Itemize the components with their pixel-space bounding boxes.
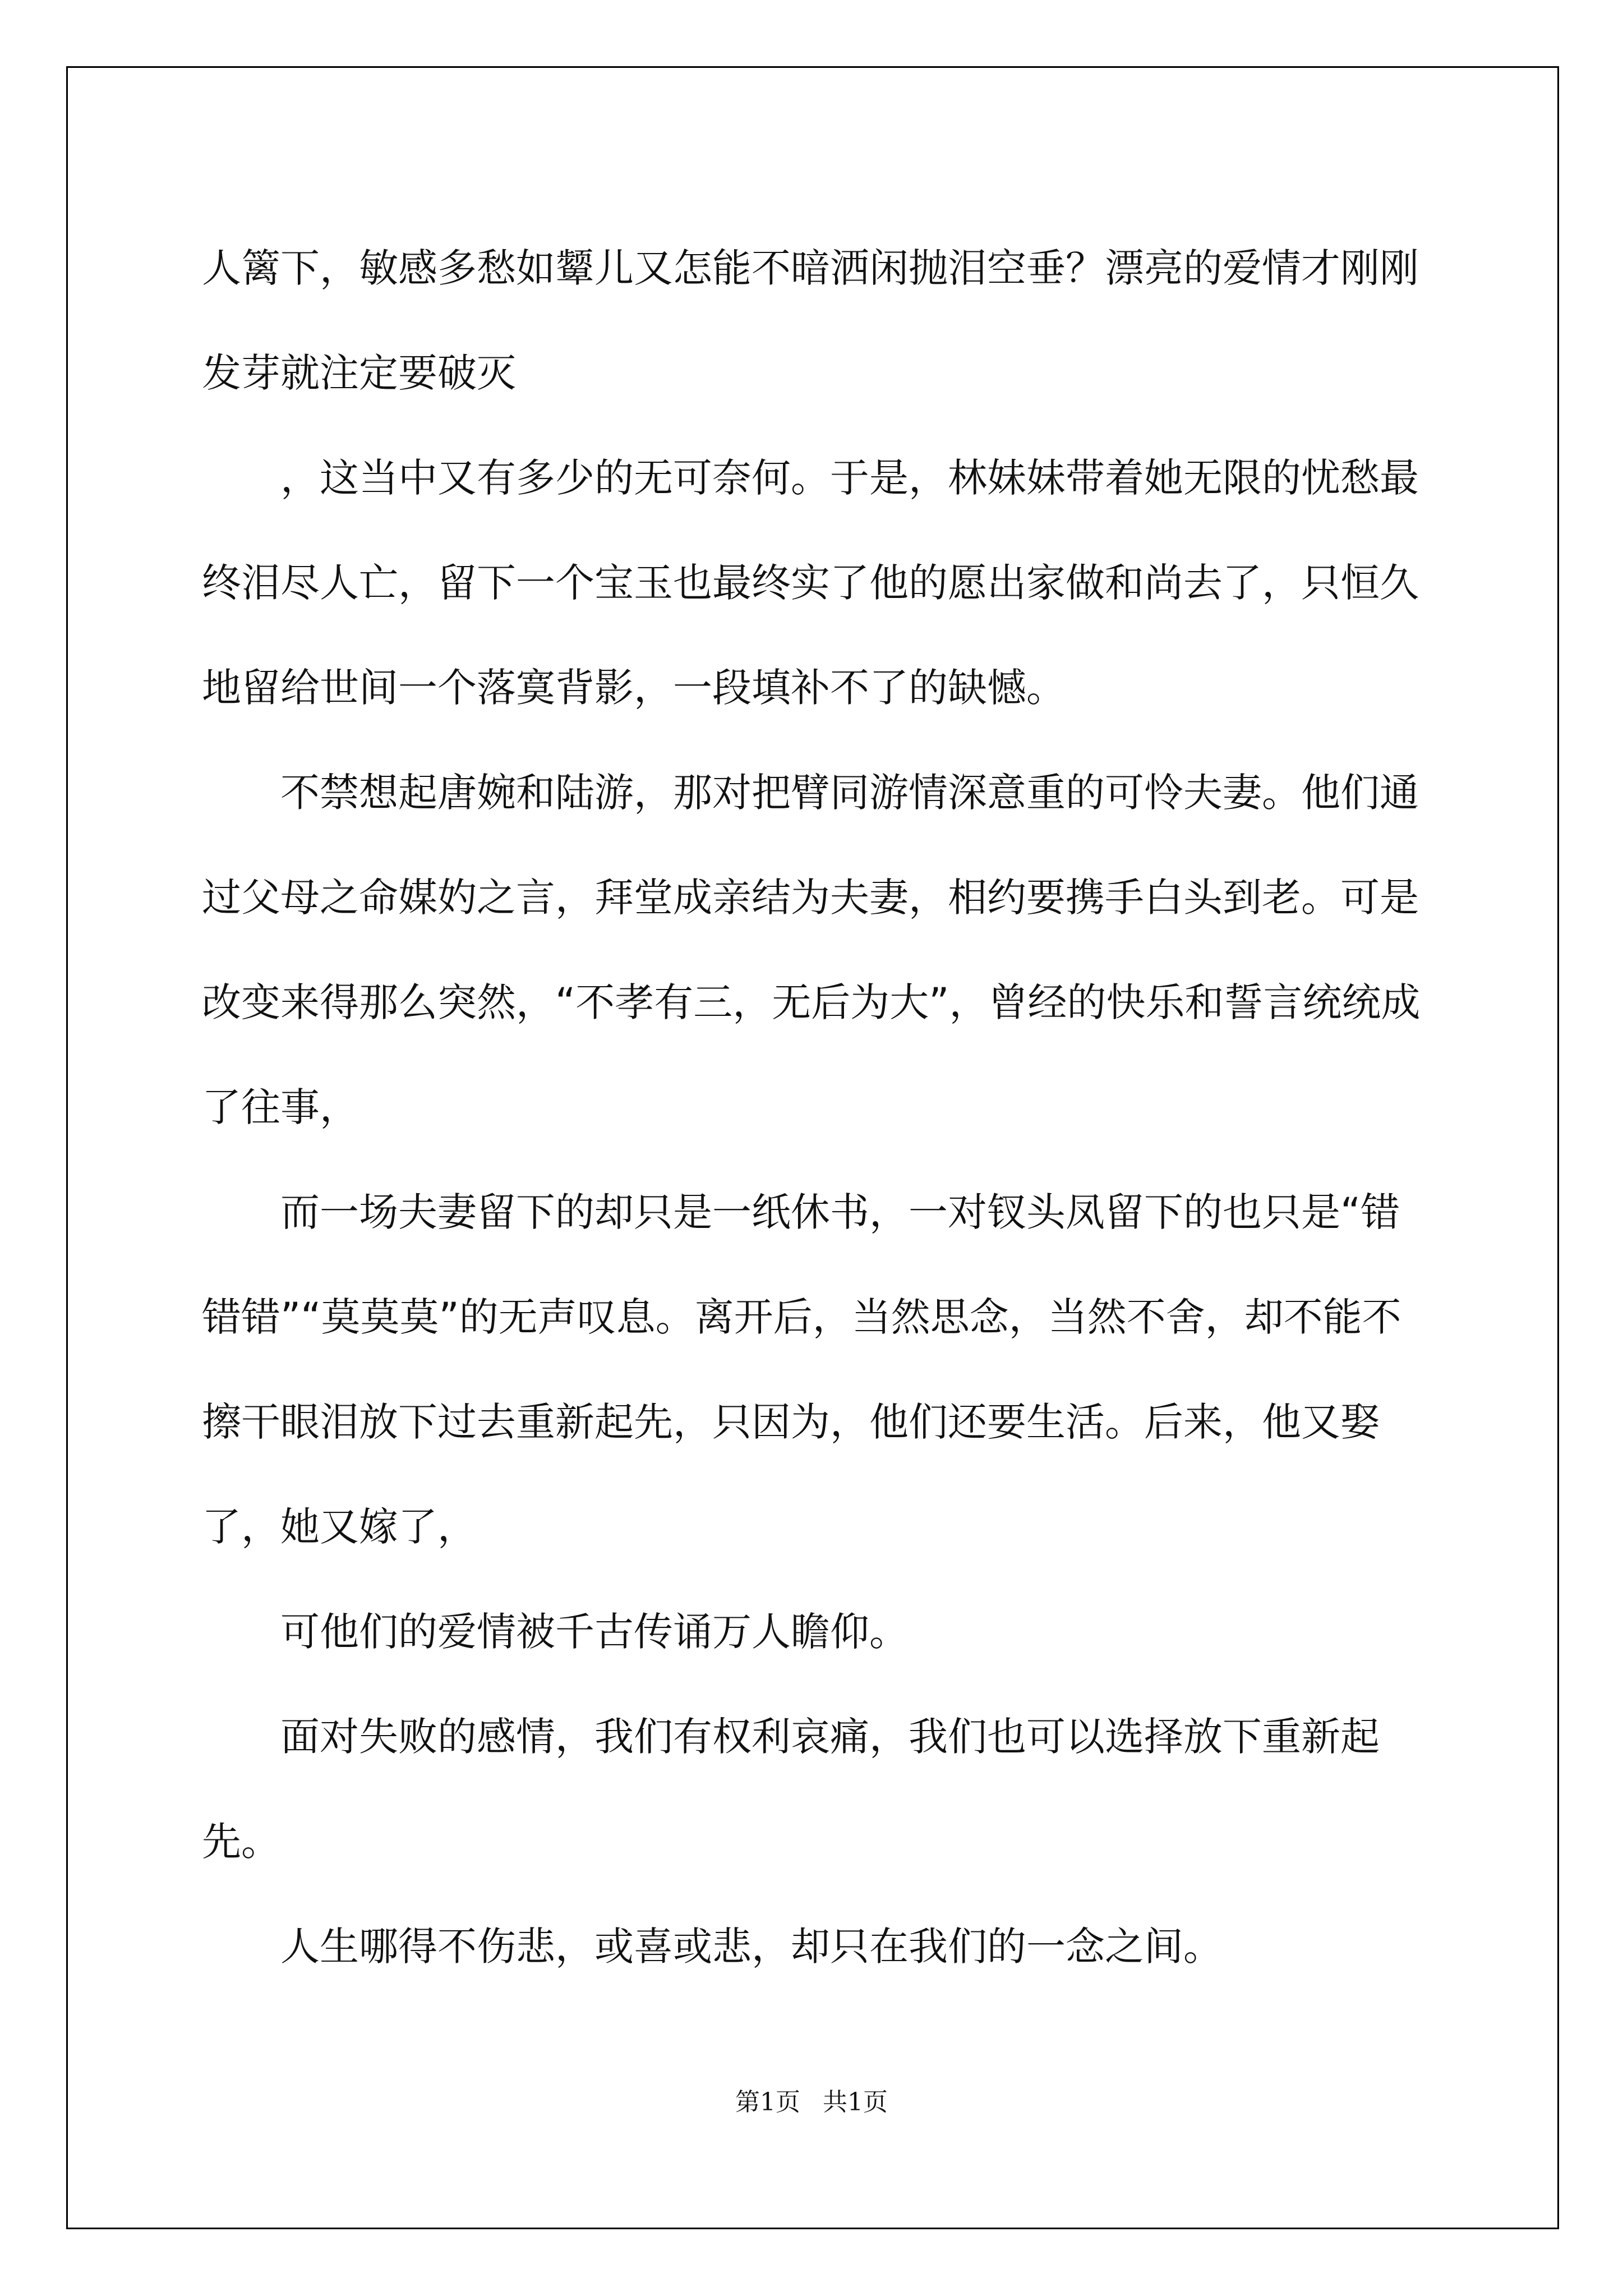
paragraph-2: ，这当中又有多少的无可奈何。于是，林妹妹带着她无限的忧愁最终泪尽人亡，留下一个宝玉也最终实了他的愿出家做和尚去了，只恒久地留给世间一个落寞背影，一段填补不了的缺憾。 [202,455,1419,711]
document-body [202,216,1436,1999]
paragraph-6: 面对失败的感情，我们有权利哀痛，我们也可以选择放下重新起先。 [202,1714,1380,1865]
page-total: 共1页 [823,2088,888,2116]
page-number: 第1页 [735,2088,800,2116]
paragraph-3: 不禁想起唐婉和陆游，那对把臂同游情深意重的可怜夫妻。他们通过父母之命媒妁之言，拜堂成亲结为夫妻，相约要携手白头到老。可是改变来得那么突然，“不孝有三，无后为大”，曾经的快乐和誓言统统成了往事， [202,770,1421,1130]
paragraph-1: 人篱下，敏感多愁如颦儿又怎能不暗洒闲抛泪空垂？漂亮的爱情才刚刚发芽就注定要破灭 [202,245,1419,396]
paragraph-7: 人生哪得不伤悲，或喜或悲，却只在我们的一念之间。 [280,1924,1223,1970]
page-footer [0,2086,1623,2119]
paragraph-5: 可他们的爱情被千古传诵万人瞻仰。 [280,1609,909,1655]
paragraph-4: 而一场夫妻留下的却只是一纸休书，一对钗头凤留下的也只是“错错错”“莫莫莫”的无声叹息。离开后，当然思念，当然不舍，却不能不擦干眼泪放下过去重新起先，只因为，他们还要生活。后来，他又娶了，她又嫁了， [202,1189,1401,1550]
